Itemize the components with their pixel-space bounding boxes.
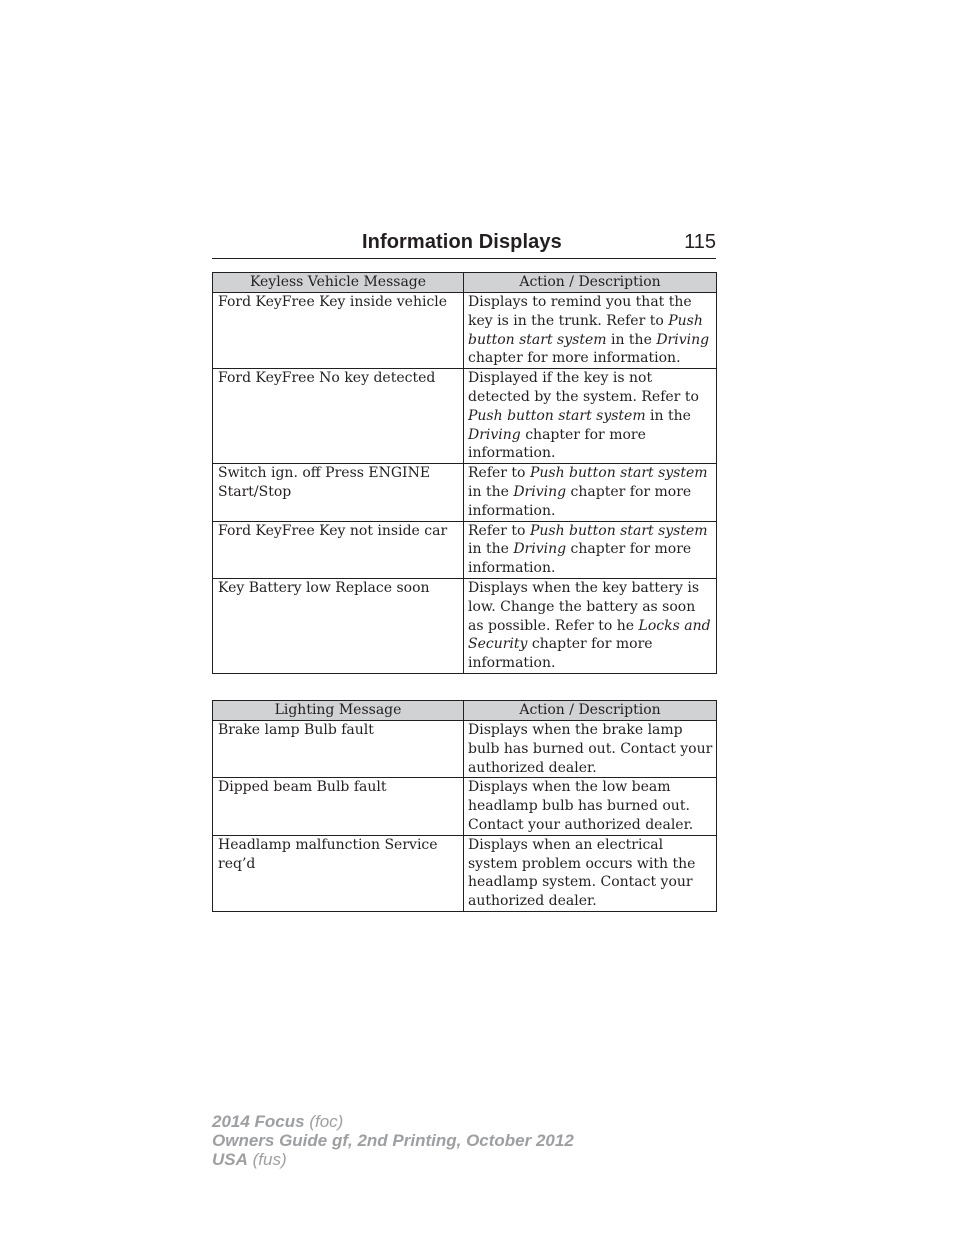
keyless-message-table bbox=[212, 272, 717, 674]
reference-text: Push button start system bbox=[468, 407, 646, 424]
table-row bbox=[213, 578, 717, 673]
column-header-message: Keyless Vehicle Message bbox=[213, 273, 464, 293]
description-text: chapter for more information. bbox=[468, 426, 646, 462]
footer-model-line: 2014 Focus (foc) bbox=[212, 1112, 344, 1131]
table-row bbox=[213, 464, 717, 521]
reference-text: Locks and Security bbox=[468, 617, 711, 653]
table-header-row bbox=[213, 273, 717, 293]
page-footer bbox=[212, 1112, 574, 1169]
description-cell bbox=[464, 578, 717, 673]
page-number: 115 bbox=[684, 231, 716, 253]
table-row bbox=[213, 835, 717, 911]
lighting-message-table bbox=[212, 700, 717, 912]
description-text: in the bbox=[468, 483, 514, 500]
table-row bbox=[213, 778, 717, 835]
description-cell bbox=[464, 835, 717, 911]
message-cell: Ford KeyFree Key inside vehicle bbox=[213, 293, 464, 369]
description-cell bbox=[464, 369, 717, 464]
description-text: chapter for more information. bbox=[468, 483, 692, 519]
footer-edition-line: Owners Guide gf, 2nd Printing, October 2012 bbox=[212, 1131, 574, 1150]
reference-text: Driving bbox=[513, 483, 567, 500]
description-text: chapter for more information. bbox=[468, 636, 653, 672]
table-row bbox=[213, 293, 717, 369]
description-cell bbox=[464, 293, 717, 369]
description-text: Displays when the key battery is low. Change the battery as soon as possible. Refer to he bbox=[468, 579, 700, 634]
reference-text: Driving bbox=[468, 426, 521, 443]
message-cell: Key Battery low Replace soon bbox=[213, 578, 464, 673]
description-text: Refer to bbox=[468, 522, 530, 539]
description-text: Displays when an electrical system problem occurs with the headlamp system. Contact your authorized dealer. bbox=[468, 836, 696, 910]
column-header-description: Action / Description bbox=[464, 273, 717, 293]
description-text: Displays when the low beam headlamp bulb has burned out. Contact your authorized dealer. bbox=[468, 779, 694, 833]
table-row bbox=[213, 721, 717, 778]
message-cell: Ford KeyFree Key not inside car bbox=[213, 521, 464, 578]
reference-text: Driving bbox=[513, 541, 567, 558]
description-cell bbox=[464, 464, 717, 521]
description-text: Refer to bbox=[468, 465, 530, 482]
column-header-message: Lighting Message bbox=[213, 701, 464, 721]
description-cell bbox=[464, 721, 717, 778]
description-text: chapter for more information. bbox=[468, 541, 692, 577]
column-header-description: Action / Description bbox=[464, 701, 717, 721]
description-text: in the bbox=[468, 541, 514, 558]
description-text: in the bbox=[645, 407, 691, 424]
reference-text: Push button start system bbox=[529, 465, 708, 482]
description-cell bbox=[464, 778, 717, 835]
description-text: Displayed if the key is not detected by the system. Refer to bbox=[468, 370, 699, 405]
page-title: Information Displays bbox=[362, 231, 562, 253]
table-row bbox=[213, 369, 717, 464]
message-cell: Switch ign. off Press ENGINE Start/Stop bbox=[213, 464, 464, 521]
description-text: chapter for more information. bbox=[468, 350, 681, 367]
footer-market-line: USA (fus) bbox=[212, 1150, 287, 1169]
reference-text: Driving bbox=[656, 331, 710, 348]
reference-text: Push button start system bbox=[529, 522, 708, 539]
description-text: Displays to remind you that the key is in the trunk. Refer to bbox=[468, 294, 692, 329]
page-header bbox=[212, 229, 716, 259]
message-cell: Headlamp malfunction Service req’d bbox=[213, 835, 464, 911]
table-row bbox=[213, 521, 717, 578]
table-header-row bbox=[213, 701, 717, 721]
description-cell bbox=[464, 521, 717, 578]
description-text: Displays when the brake lamp bulb has burned out. Contact your authorized dealer. bbox=[468, 722, 713, 776]
message-cell: Dipped beam Bulb fault bbox=[213, 778, 464, 835]
description-text: in the bbox=[606, 331, 657, 348]
message-cell: Ford KeyFree No key detected bbox=[213, 369, 464, 464]
message-cell: Brake lamp Bulb fault bbox=[213, 721, 464, 778]
reference-text: Push button start system bbox=[468, 312, 703, 348]
